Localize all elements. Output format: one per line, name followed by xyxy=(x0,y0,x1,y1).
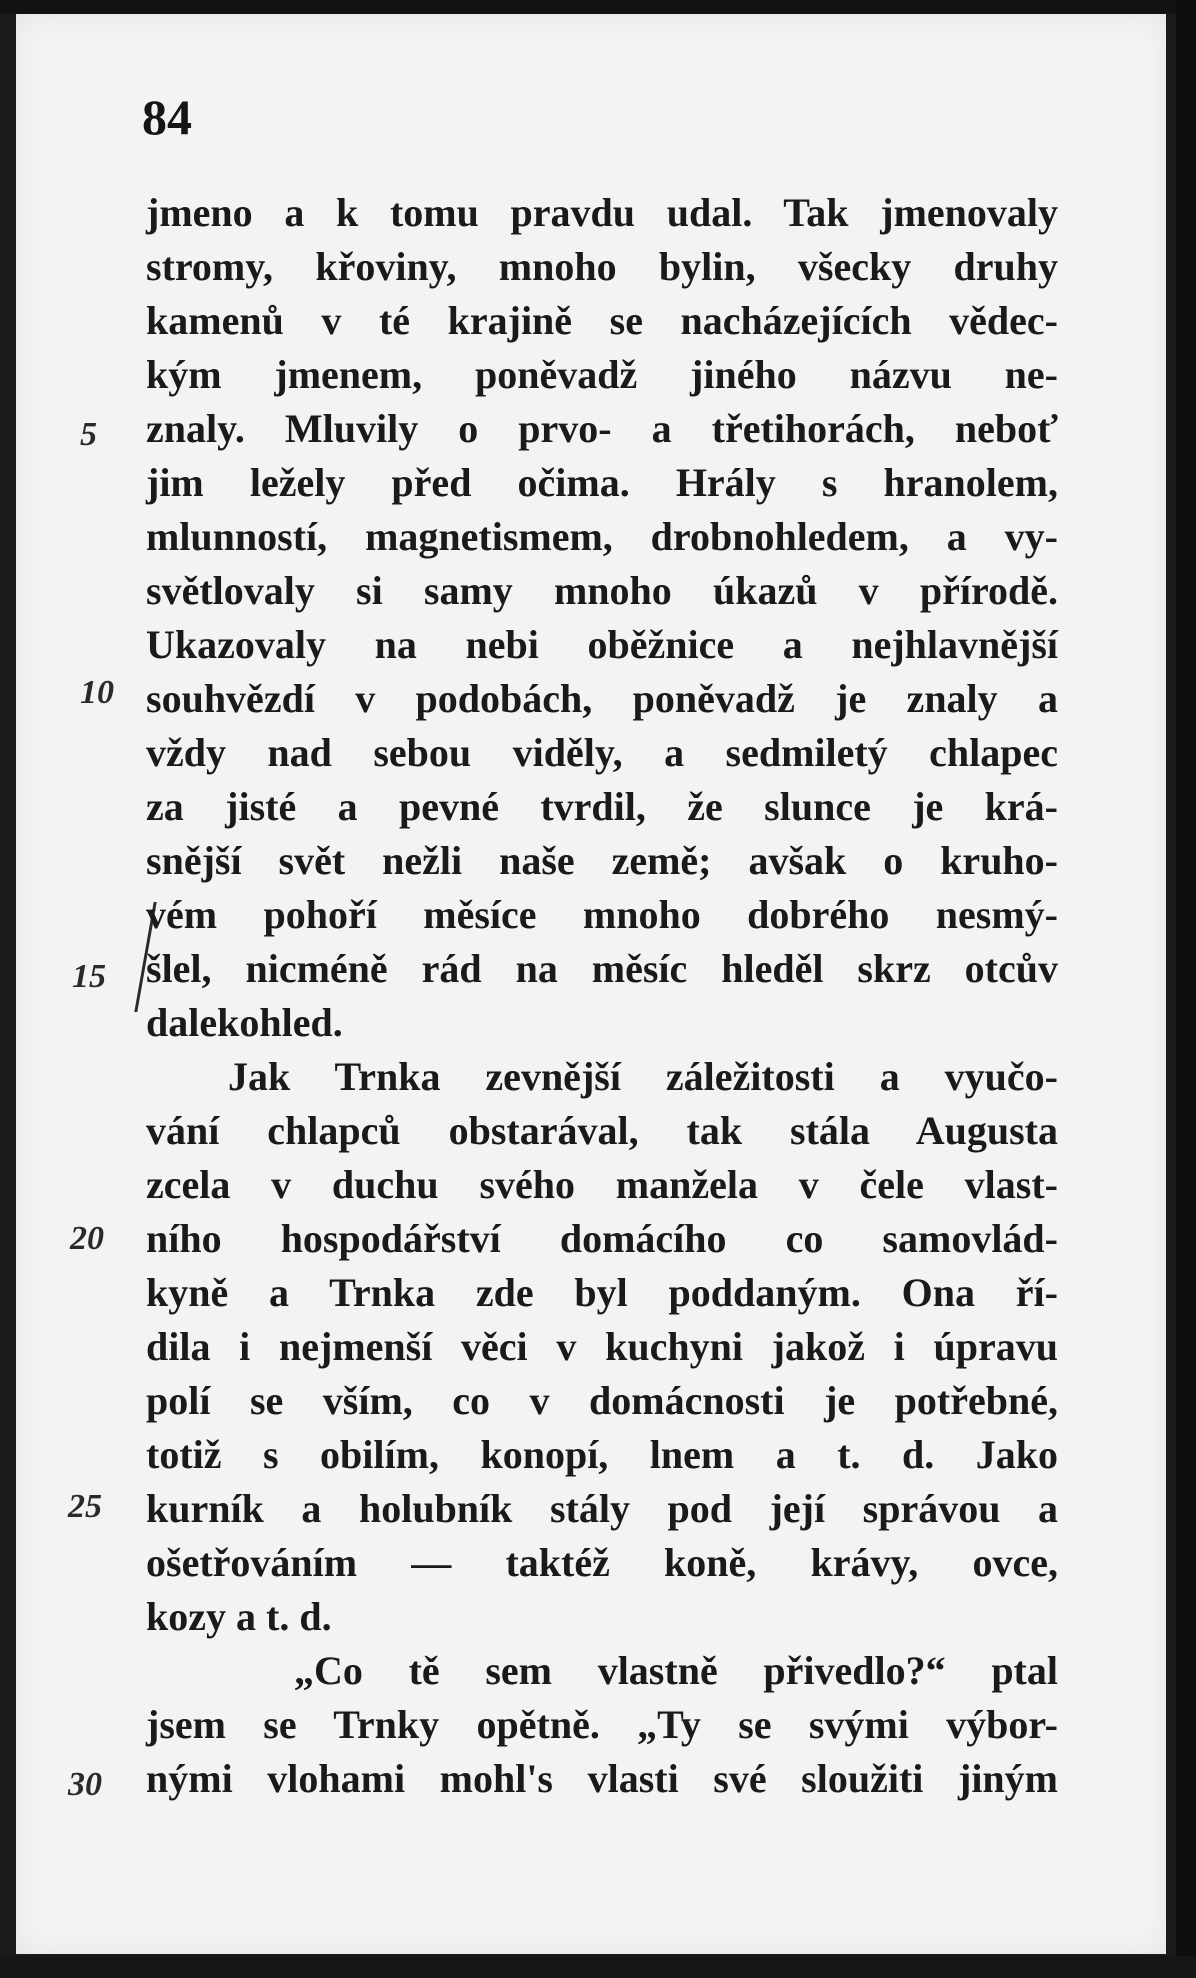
text-line: dila i nejmenší věci v kuchyni jakož i úpravu xyxy=(146,1324,1058,1369)
text-line: stromy, křoviny, mnoho bylin, všecky druhy xyxy=(146,244,1058,289)
text-line: kurník a holubník stály pod její správou a xyxy=(146,1486,1058,1531)
margin-line-number-15: 15 xyxy=(72,958,106,995)
text-line: za jisté a pevné tvrdil, že slunce je krá- xyxy=(146,784,1058,829)
text-line: kamenů v té krajině se nacházejících vědec- xyxy=(146,298,1058,343)
text-line: vání chlapců obstarával, tak stála Augusta xyxy=(146,1108,1058,1153)
text-line: jmeno a k tomu pravdu udal. Tak jmenovaly xyxy=(146,190,1058,235)
text-line: vždy nad sebou viděly, a sedmiletý chlapec xyxy=(146,730,1058,775)
scan-border-bottom xyxy=(0,1956,1196,1978)
text-line: nými vlohami mohl's vlasti své sloužiti jiným xyxy=(146,1756,1058,1801)
paragraph-start-line: „Co tě sem vlastně přivedlo?“ ptal xyxy=(294,1648,1058,1693)
text-line: totiž s obilím, konopí, lnem a t. d. Jako xyxy=(146,1432,1058,1477)
paragraph-start-line: Jak Trnka zevnější záležitosti a vyučo- xyxy=(228,1054,1058,1099)
paragraph-end-line: dalekohled. xyxy=(146,1000,343,1045)
scan-border-right xyxy=(1176,0,1196,1978)
text-line: polí se vším, co v domácnosti je potřebné, xyxy=(146,1378,1058,1423)
text-line: snější svět nežli naše země; avšak o kruho- xyxy=(146,838,1058,883)
text-line: znaly. Mluvily o prvo- a třetihorách, neboť xyxy=(146,406,1058,451)
margin-line-number-30: 30 xyxy=(68,1766,102,1803)
text-line: mlunností, magnetismem, drobnohledem, a vy- xyxy=(146,514,1058,559)
text-line: šlel, nicméně rád na měsíc hleděl skrz otcův xyxy=(146,946,1058,991)
text-line: kým jmenem, poněvadž jiného názvu ne- xyxy=(146,352,1058,397)
text-line: světlovaly si samy mnoho úkazů v přírodě. xyxy=(146,568,1058,613)
margin-line-number-5: 5 xyxy=(80,416,97,453)
body-text xyxy=(146,186,1058,1806)
margin-line-number-25: 25 xyxy=(68,1488,102,1525)
text-line: souhvězdí v podobách, poněvadž je znaly a xyxy=(146,676,1058,721)
paragraph-end-line: kozy a t. d. xyxy=(146,1594,332,1639)
text-line: kyně a Trnka zde byl poddaným. Ona ří- xyxy=(146,1270,1058,1315)
text-line: ošetřováním — taktéž koně, krávy, ovce, xyxy=(146,1540,1058,1585)
text-line: zcela v duchu svého manžela v čele vlast- xyxy=(146,1162,1058,1207)
text-line: Ukazovaly na nebi oběžnice a nejhlavnější xyxy=(146,622,1058,667)
page-number: 84 xyxy=(142,89,192,145)
text-line: vém pohoří měsíce mnoho dobrého nesmý- xyxy=(146,892,1058,937)
text-line: jim ležely před očima. Hrály s hranolem, xyxy=(146,460,1058,505)
text-line: ního hospodářství domácího co samovlád- xyxy=(146,1216,1058,1261)
margin-line-number-10: 10 xyxy=(80,674,114,711)
text-line: jsem se Trnky opětně. „Ty se svými výbor- xyxy=(146,1702,1058,1747)
scan-border-top xyxy=(0,0,1196,14)
margin-line-number-20: 20 xyxy=(70,1220,104,1257)
